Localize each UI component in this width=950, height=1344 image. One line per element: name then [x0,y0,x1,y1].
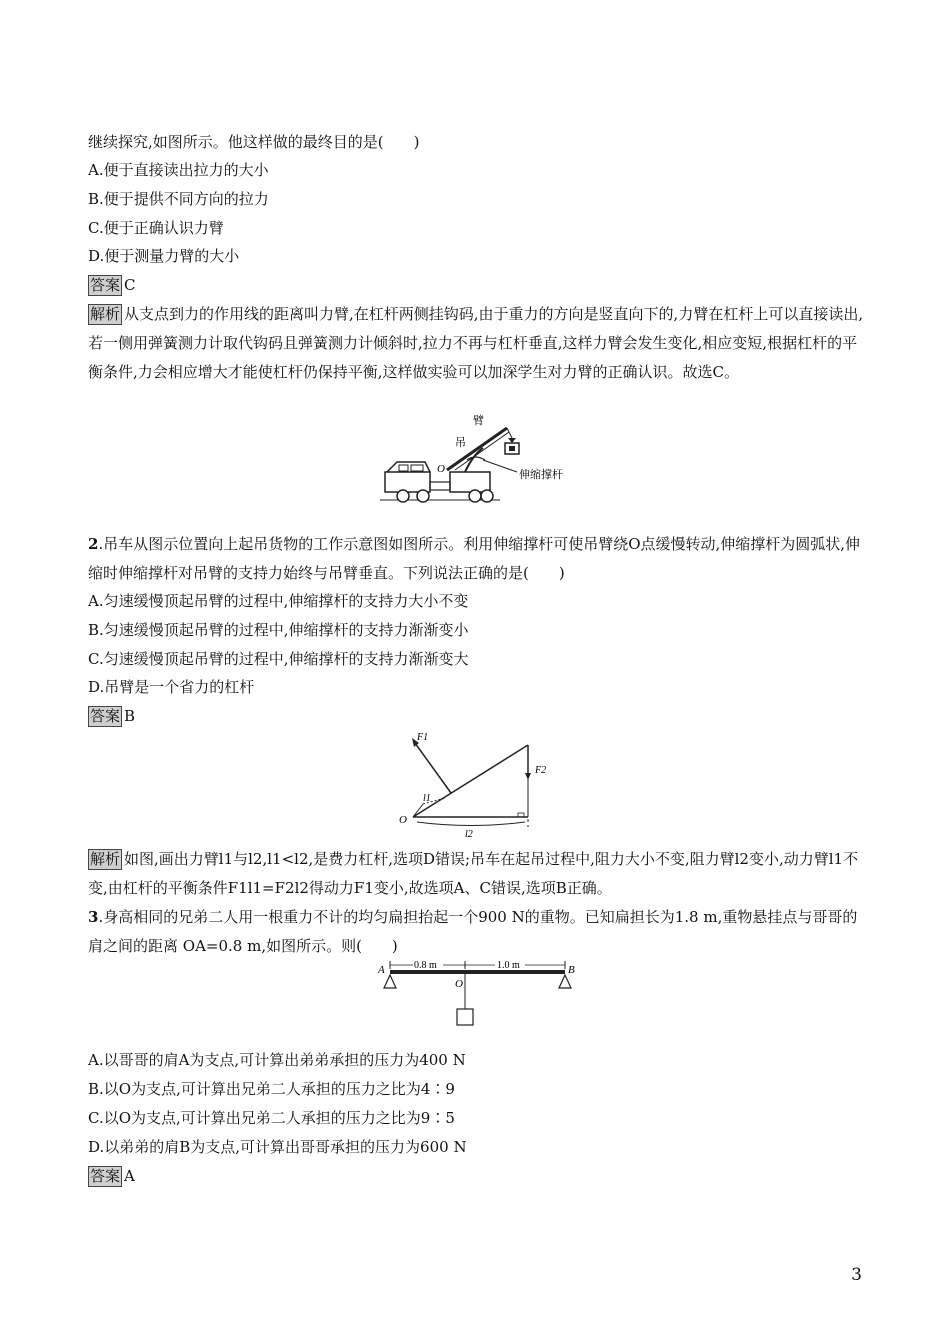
q1-analysis [88,300,868,387]
analysis-tag: 解析 [90,850,121,868]
crane-label-hang: 吊 [455,436,466,449]
q2-number: 2 [88,535,99,553]
q3-stem [88,903,868,961]
q3-answer-value: A [124,1167,135,1185]
q1-option-c: C.便于正确认识力臂 [88,219,224,237]
q2-option-b: B.匀速缓慢顶起吊臂的过程中,伸缩撑杆的支持力渐渐变小 [88,621,469,639]
pole-label-b: B [568,964,575,976]
q3-answer [88,1164,868,1188]
q2-option-d: D.吊臂是一个省力的杠杆 [88,678,255,696]
answer-tag: 答案 [90,707,121,725]
pole-label-a: A [378,964,385,976]
q2-analysis-text: 如图,画出力臂l1与l2,l1<l2,是费力杠杆,选项D错误;吊车在起吊过程中,阻力大小不变,阻力臂l2变小,动力臂l1不变,由杠杆的平衡条件F1l1=F2l2得动力F1变小,故选项A、C错误,选项B正确。 [88,850,859,897]
q3-number: 3 [88,908,99,926]
pole-dim-right: 1.0 m [497,960,520,971]
analysis-tag: 解析 [90,305,121,323]
q3-option-d: D.以弟弟的肩B为支点,可计算出哥哥承担的压力为600 N [88,1138,467,1156]
pole-label-o: O [455,978,463,990]
q1-option-b: B.便于提供不同方向的拉力 [88,190,269,208]
lever-label-l1: l1 [423,793,431,804]
q1-stem-tail: 继续探究,如图所示。他这样做的最终目的是( ) [88,133,420,151]
crane-label-o: O [437,463,445,475]
q1-answer [88,273,868,297]
crane-figure [375,410,585,510]
q2-analysis [88,845,868,903]
q2-option-c: C.匀速缓慢顶起吊臂的过程中,伸缩撑杆的支持力渐渐变大 [88,650,469,668]
page-number: 3 [851,1265,862,1285]
q2-stem-text: .吊车从图示位置向上起吊货物的工作示意图如图所示。利用伸缩撑杆可使吊臂绕O点缓慢转动,伸缩撑杆为圆弧状,伸缩时伸缩撑杆对吊臂的支持力始终与吊臂垂直。下列说法正确的是( ) [88,535,861,582]
q2-answer-value: B [124,707,136,725]
pole-figure [375,955,580,1030]
answer-tag: 答案 [90,276,121,294]
lever-label-o: O [399,814,407,826]
crane-label-rod: 伸缩撑杆 [519,468,563,481]
answer-tag: 答案 [90,1167,121,1185]
q3-stem-text: .身高相同的兄弟二人用一根重力不计的均匀扁担抬起一个900 N的重物。已知扁担长为1.8 m,重物悬挂点与哥哥的肩之间的距离 OA=0.8 m,如图所示。则( ) [88,908,858,955]
pole-dim-left: 0.8 m [414,960,437,971]
lever-label-f2: F2 [535,765,547,776]
q1-option-d: D.便于测量力臂的大小 [88,247,240,265]
crane-label-arm: 臂 [473,414,484,427]
q2-option-a: A.匀速缓慢顶起吊臂的过程中,伸缩撑杆的支持力大小不变 [88,592,469,610]
q3-option-a: A.以哥哥的肩A为支点,可计算出弟弟承担的压力为400 N [88,1051,466,1069]
q3-option-b: B.以O为支点,可计算出兄弟二人承担的压力之比为4∶9 [88,1080,455,1098]
lever-figure [395,725,555,840]
q1-answer-value: C [124,276,136,294]
q3-option-c: C.以O为支点,可计算出兄弟二人承担的压力之比为9∶5 [88,1109,455,1127]
lever-label-f1: F1 [417,732,429,743]
q2-stem [88,530,868,588]
q1-option-a: A.便于直接读出拉力的大小 [88,161,269,179]
q1-analysis-text: 从支点到力的作用线的距离叫力臂,在杠杆两侧挂钩码,由于重力的方向是竖直向下的,力臂在杠杆上可以直接读出,若一侧用弹簧测力计取代钩码且弹簧测力计倾斜时,拉力不再与杠杆垂直,这样力臂会发生变化,相应变短,根据杠杆的平衡条件,力会相应增大才能使杠杆仍保持平衡,这样做实验可以加深学生对力臂的正确认识。故选C。 [88,305,864,381]
lever-label-l2: l2 [465,829,473,840]
